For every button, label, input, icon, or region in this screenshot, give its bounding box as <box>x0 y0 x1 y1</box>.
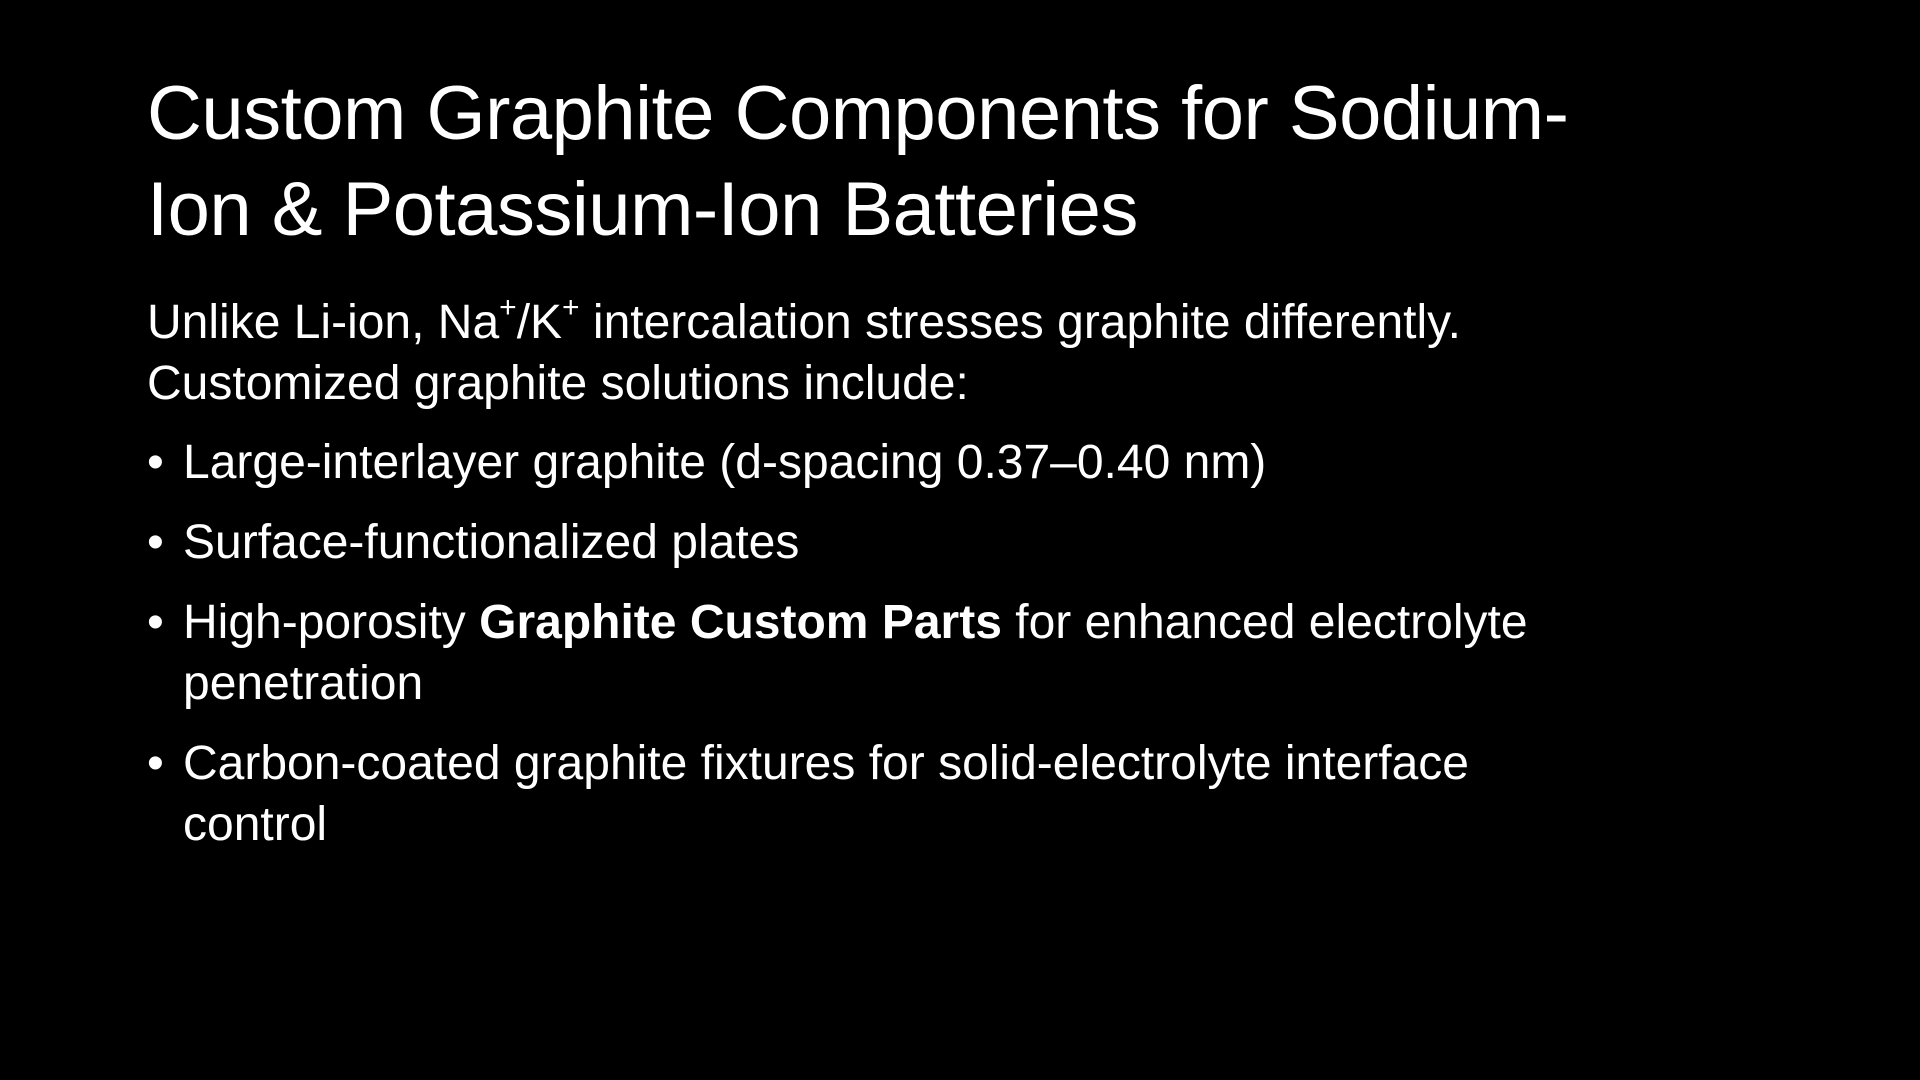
intro-slash-k: /K <box>516 296 563 349</box>
bullet-item-surface-functionalized <box>147 512 1787 573</box>
bullet-icon: • <box>147 596 164 649</box>
bullet-line-2: control <box>183 798 328 851</box>
bullet-item-high-porosity <box>147 592 1787 714</box>
bullet-text: Large-interlayer graphite (d-spacing 0.37–0.40 nm) <box>183 436 1267 489</box>
bullet-icon: • <box>147 436 164 489</box>
bullet-item-carbon-coated <box>147 733 1787 855</box>
intro-paragraph <box>147 292 1787 414</box>
bullet-item-large-interlayer <box>147 432 1787 493</box>
intro-line-2: Customized graphite solutions include: <box>147 357 969 410</box>
sodium-ion-charge: + <box>499 291 517 324</box>
intro-text-end: intercalation stresses graphite differently. <box>579 296 1461 349</box>
bullet-line-1: Carbon-coated graphite fixtures for solid-electrolyte interface <box>183 737 1469 790</box>
bullet-text-after: for enhanced electrolyte <box>1001 596 1528 649</box>
title-line-2: Ion & Potassium-Ion Batteries <box>147 167 1138 252</box>
title-line-1: Custom Graphite Components for Sodium- <box>147 71 1569 156</box>
intro-text-start: Unlike Li-ion, Na <box>147 296 500 349</box>
bullet-list <box>147 432 1787 855</box>
intro-line-1 <box>147 292 1787 353</box>
bullet-line-2: penetration <box>183 657 424 710</box>
slide-body <box>147 292 1787 874</box>
potassium-ion-charge: + <box>562 291 580 324</box>
bullet-text <box>183 592 1787 714</box>
bullet-text-before: High-porosity <box>183 596 480 649</box>
bullet-icon: • <box>147 516 164 569</box>
bullet-text: Surface-functionalized plates <box>183 516 800 569</box>
bullet-text <box>183 733 1787 855</box>
slide-title <box>147 66 1767 258</box>
bullet-bold-phrase: Graphite Custom Parts <box>479 596 1002 649</box>
bullet-icon: • <box>147 737 164 790</box>
bullet-line-1 <box>183 592 1787 653</box>
